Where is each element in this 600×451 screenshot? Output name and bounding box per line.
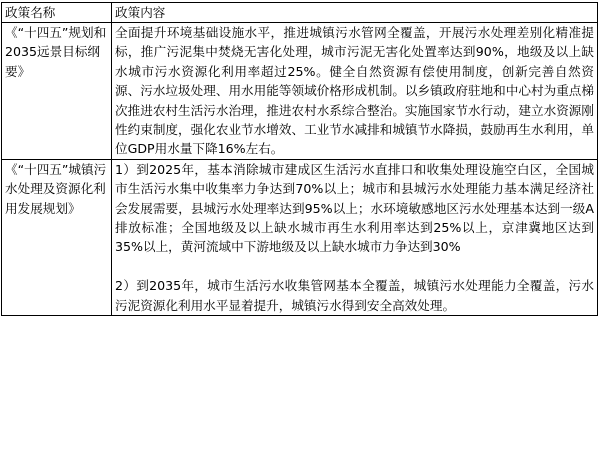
policy-paragraph: 1）到2025年，基本消除城市建成区生活污水直排口和收集处理设施空白区，全国城市生活污水集中收集率力争达到70%以上；城市和县城污水处理能力基本满足经济社会发展需要，县城污水处理率达到95%以上；水环境敏感地区污水处理基本达到一级A排放标准；全国地级及以上缺水城市再生水利用率达到25%以上，京津冀地区达到35%以上，黄河流域中下游地级及以上缺水城市力争达到30% (115, 161, 594, 255)
policy-paragraph: 2）到2035年，城市生活污水收集管网基本全覆盖，城镇污水处理能力全覆盖，污水污泥资源化利用水平显着提升，城镇污水得到安全高效处理。 (115, 278, 594, 313)
paragraph-spacer (115, 257, 594, 276)
policy-paragraph: 全面提升环境基础设施水平，推进城镇污水管网全覆盖，开展污水处理差别化精准提标，推广污泥集中焚烧无害化处理，城市污泥无害化处置率达到90%，地级及以上缺水城市污水资源化利用率超过25%。健全自然资源有偿使用制度，创新完善自然资源、污水垃圾处理、用水用能等领域价格形成机制。以乡镇政府驻地和中心村为重点梯次推进农村生活污水治理，推进农村水系综合整治。实施国家节水行动，建立水资源刚性约束制度，强化农业节水增效、工业节水减排和城镇节水降损，鼓励再生水利用，单位GDP用水量下降16%左右。 (115, 25, 594, 157)
policy-name-cell: 《“十四五”城镇污水处理及资源化利用发展规划》 (2, 159, 112, 315)
table-row (2, 159, 598, 315)
policy-name-cell: 《“十四五”规划和2035远景目标纲要》 (2, 23, 112, 160)
table-header-row (2, 3, 598, 23)
policy-content-cell (112, 23, 598, 160)
policy-table (1, 2, 598, 316)
header-policy-name: 政策名称 (2, 3, 112, 23)
policy-content-cell (112, 159, 598, 315)
table-row (2, 23, 598, 160)
header-policy-content: 政策内容 (112, 3, 598, 23)
